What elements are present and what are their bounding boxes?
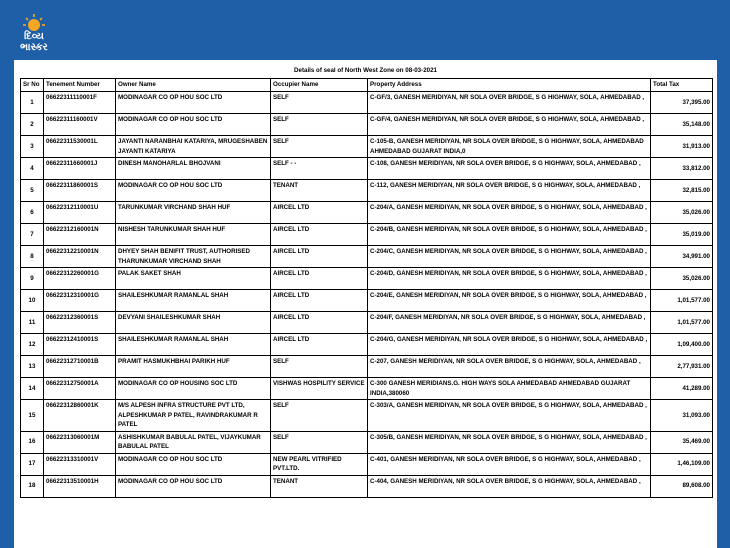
occupier-cell: SELF — [271, 92, 368, 114]
owner-cell: ASHISHKUMAR BABULAL PATEL, VIJAYKUMAR BABULAL PATEL — [116, 431, 271, 453]
sr-cell: 8 — [21, 246, 44, 268]
occupier-cell: AIRCEL LTD — [271, 224, 368, 246]
address-cell: C-204/F, GANESH MERIDIYAN, NR SOLA OVER BRIDGE, S G HIGHWAY, SOLA, AHMEDABAD , — [368, 312, 651, 334]
sr-cell: 1 — [21, 92, 44, 114]
table-row — [21, 246, 713, 268]
occupier-cell: SELF — [271, 431, 368, 453]
address-cell: C-204/B, GANESH MERIDIYAN, NR SOLA OVER BRIDGE, S G HIGHWAY, SOLA, AHMEDABAD , — [368, 224, 651, 246]
owner-cell: MODINAGAR CO OP HOU SOC LTD — [116, 92, 271, 114]
table-header-row — [21, 79, 713, 92]
table-row — [21, 92, 713, 114]
tenement-cell: 06622311110001F — [44, 92, 116, 114]
table-row — [21, 136, 713, 158]
sr-cell: 17 — [21, 453, 44, 475]
brand-logo — [11, 11, 57, 65]
address-cell: C-204/E, GANESH MERIDIYAN, NR SOLA OVER BRIDGE, S G HIGHWAY, SOLA, AHMEDABAD , — [368, 290, 651, 312]
column-header: Occupier Name — [271, 79, 368, 92]
owner-cell: TARUNKUMAR VIRCHAND SHAH HUF — [116, 202, 271, 224]
table-row — [21, 356, 713, 378]
occupier-cell: AIRCEL LTD — [271, 290, 368, 312]
sr-cell: 16 — [21, 431, 44, 453]
tenement-cell: 06622312860001K — [44, 400, 116, 432]
tenement-cell: 06622313310001V — [44, 453, 116, 475]
owner-cell: JAYANTI NARANBHAI KATARIYA, MRUGESHABEN JAYANTI KATARIYA — [116, 136, 271, 158]
sr-cell: 14 — [21, 378, 44, 400]
tenement-cell: 06622311160001V — [44, 114, 116, 136]
address-cell: C-204/D, GANESH MERIDIYAN, NR SOLA OVER BRIDGE, S G HIGHWAY, SOLA, AHMEDABAD , — [368, 268, 651, 290]
owner-cell: PALAK SAKET SHAH — [116, 268, 271, 290]
owner-cell: NISHESH TARUNKUMAR SHAH HUF — [116, 224, 271, 246]
table-row — [21, 378, 713, 400]
owner-cell: MODINAGAR CO OP HOU SOC LTD — [116, 453, 271, 475]
table-row — [21, 334, 713, 356]
occupier-cell: TENANT — [271, 475, 368, 497]
tax-cell: 89,608.00 — [651, 475, 713, 497]
address-cell: C-112, GANESH MERIDIYAN, NR SOLA OVER BRIDGE, S G HIGHWAY, SOLA, AHMEDABAD , — [368, 180, 651, 202]
address-cell: C-303/A, GANESH MERIDIYAN, NR SOLA OVER BRIDGE, S G HIGHWAY, SOLA, AHMEDABAD , — [368, 400, 651, 432]
address-cell: C-204/A, GANESH MERIDIYAN, NR SOLA OVER BRIDGE, S G HIGHWAY, SOLA, AHMEDABAD , — [368, 202, 651, 224]
occupier-cell: AIRCEL LTD — [271, 246, 368, 268]
tenement-cell: 06622313060001M — [44, 431, 116, 453]
owner-cell: SHAILESHKUMAR RAMANLAL SHAH — [116, 334, 271, 356]
table-row — [21, 180, 713, 202]
occupier-cell: SELF - - — [271, 158, 368, 180]
document-page — [14, 60, 717, 548]
occupier-cell: AIRCEL LTD — [271, 334, 368, 356]
owner-cell: MODINAGAR CO OP HOU SOC LTD — [116, 475, 271, 497]
occupier-cell: AIRCEL LTD — [271, 202, 368, 224]
occupier-cell: NEW PEARL VITRIFIED PVT.LTD. — [271, 453, 368, 475]
address-cell: C-305/B, GANESH MERIDIYAN, NR SOLA OVER BRIDGE, S G HIGHWAY, SOLA, AHMEDABAD , — [368, 431, 651, 453]
sr-cell: 10 — [21, 290, 44, 312]
column-header: Property Address — [368, 79, 651, 92]
address-cell: C-204/C, GANESH MERIDIYAN, NR SOLA OVER BRIDGE, S G HIGHWAY, SOLA, AHMEDABAD , — [368, 246, 651, 268]
owner-cell: M/S ALPESH INFRA STRUCTURE PVT LTD, ALPESHKUMAR P PATEL, RAVINDRAKUMAR R PATEL — [116, 400, 271, 432]
tax-cell: 33,812.00 — [651, 158, 713, 180]
table-row — [21, 431, 713, 453]
tax-cell: 31,093.00 — [651, 400, 713, 432]
tax-cell: 1,01,577.00 — [651, 312, 713, 334]
tenement-cell: 06622311530001L — [44, 136, 116, 158]
sr-cell: 4 — [21, 158, 44, 180]
address-cell: C-108, GANESH MERIDIYAN, NR SOLA OVER BRIDGE, S G HIGHWAY, SOLA, AHMEDABAD , — [368, 158, 651, 180]
table-row — [21, 290, 713, 312]
address-cell: C-404, GANESH MERIDIYAN, NR SOLA OVER BRIDGE, S G HIGHWAY, SOLA, AHMEDABAD , — [368, 475, 651, 497]
occupier-cell: AIRCEL LTD — [271, 312, 368, 334]
address-cell: C-105-B, GANESH MERIDIYAN, NR SOLA OVER BRIDGE, S G HIGHWAY, SOLA, AHMEDABAD AHMEDABAD GUJARAT INDIA,0 — [368, 136, 651, 158]
sr-cell: 13 — [21, 356, 44, 378]
occupier-cell: AIRCEL LTD — [271, 268, 368, 290]
tax-cell: 35,469.00 — [651, 431, 713, 453]
tax-cell: 35,026.00 — [651, 202, 713, 224]
table-row — [21, 158, 713, 180]
table-row — [21, 224, 713, 246]
table-row — [21, 268, 713, 290]
tenement-cell: 06622312310001G — [44, 290, 116, 312]
owner-cell: DINESH MANOHARLAL BHOJVANI — [116, 158, 271, 180]
table-row — [21, 202, 713, 224]
sr-cell: 2 — [21, 114, 44, 136]
table-row — [21, 400, 713, 432]
tax-cell: 1,46,109.00 — [651, 453, 713, 475]
sun-logo-icon — [23, 13, 45, 31]
tenement-cell: 06622312260001G — [44, 268, 116, 290]
sr-cell: 12 — [21, 334, 44, 356]
address-cell: C-207, GANESH MERIDIYAN, NR SOLA OVER BRIDGE, S G HIGHWAY, SOLA, AHMEDABAD , — [368, 356, 651, 378]
table-row — [21, 475, 713, 497]
address-cell: C-GF/3, GANESH MERIDIYAN, NR SOLA OVER BRIDGE, S G HIGHWAY, SOLA, AHMEDABAD , — [368, 92, 651, 114]
occupier-cell: SELF — [271, 136, 368, 158]
logo-line-1: દિવ્ય — [24, 31, 44, 42]
tenement-cell: 06622312360001S — [44, 312, 116, 334]
occupier-cell: TENANT — [271, 180, 368, 202]
tax-cell: 35,026.00 — [651, 268, 713, 290]
owner-cell: MODINAGAR CO OP HOU SOC LTD — [116, 114, 271, 136]
owner-cell: SHAILESHKUMAR RAMANLAL SHAH — [116, 290, 271, 312]
occupier-cell: VISHWAS HOSPILITY SERVICE — [271, 378, 368, 400]
document-title: Details of seal of North West Zone on 08-03-2021 — [294, 67, 437, 74]
occupier-cell: SELF — [271, 356, 368, 378]
table-row — [21, 114, 713, 136]
column-header: Sr No — [21, 79, 44, 92]
tax-cell: 1,09,400.00 — [651, 334, 713, 356]
column-header: Owner Name — [116, 79, 271, 92]
tenement-cell: 06622312110001U — [44, 202, 116, 224]
seal-details-table — [20, 78, 713, 498]
sr-cell: 15 — [21, 400, 44, 432]
tax-cell: 2,77,931.00 — [651, 356, 713, 378]
tax-cell: 34,991.00 — [651, 246, 713, 268]
owner-cell: DHYEY SHAH BENIFIT TRUST, AUTHORISED THARUNKUMAR VIRCHAND SHAH — [116, 246, 271, 268]
tenement-cell: 06622312710001B — [44, 356, 116, 378]
tax-cell: 32,815.00 — [651, 180, 713, 202]
sr-cell: 9 — [21, 268, 44, 290]
sr-cell: 18 — [21, 475, 44, 497]
tenement-cell: 06622311660001J — [44, 158, 116, 180]
sr-cell: 7 — [21, 224, 44, 246]
owner-cell: PRAMIT HASMUKHBHAI PARIKH HUF — [116, 356, 271, 378]
tenement-cell: 06622311860001S — [44, 180, 116, 202]
table-row — [21, 312, 713, 334]
occupier-cell: SELF — [271, 114, 368, 136]
sr-cell: 6 — [21, 202, 44, 224]
owner-cell: DEVYANI SHAILESHKUMAR SHAH — [116, 312, 271, 334]
tenement-cell: 06622312750001A — [44, 378, 116, 400]
column-header: Tenement Number — [44, 79, 116, 92]
logo-line-2: ભાસ્કર — [20, 42, 48, 53]
table-row — [21, 453, 713, 475]
tax-cell: 35,019.00 — [651, 224, 713, 246]
column-header: Total Tax — [651, 79, 713, 92]
address-cell: C-GF/4, GANESH MERIDIYAN, NR SOLA OVER BRIDGE, S G HIGHWAY, SOLA, AHMEDABAD , — [368, 114, 651, 136]
occupier-cell: SELF — [271, 400, 368, 432]
tenement-cell: 06622312160001N — [44, 224, 116, 246]
tax-cell: 31,913.00 — [651, 136, 713, 158]
tax-cell: 1,01,577.00 — [651, 290, 713, 312]
tenement-cell: 06622313510001H — [44, 475, 116, 497]
address-cell: C-300 GANESH MERIDIANS.G. HIGH WAYS SOLA AHMEDABAD AHMEDABAD GUJARAT INDIA,380060 — [368, 378, 651, 400]
sr-cell: 5 — [21, 180, 44, 202]
address-cell: C-204/G, GANESH MERIDIYAN, NR SOLA OVER BRIDGE, S G HIGHWAY, SOLA, AHMEDABAD , — [368, 334, 651, 356]
owner-cell: MODINAGAR CO OP HOU SOC LTD — [116, 180, 271, 202]
sr-cell: 11 — [21, 312, 44, 334]
tax-cell: 35,148.00 — [651, 114, 713, 136]
address-cell: C-401, GANESH MERIDIYAN, NR SOLA OVER BRIDGE, S G HIGHWAY, SOLA, AHMEDABAD , — [368, 453, 651, 475]
sr-cell: 3 — [21, 136, 44, 158]
tax-cell: 37,395.00 — [651, 92, 713, 114]
tenement-cell: 06622312410001S — [44, 334, 116, 356]
tax-cell: 41,289.00 — [651, 378, 713, 400]
tenement-cell: 06622312210001N — [44, 246, 116, 268]
owner-cell: MODINAGAR CO OP HOUSING SOC LTD — [116, 378, 271, 400]
